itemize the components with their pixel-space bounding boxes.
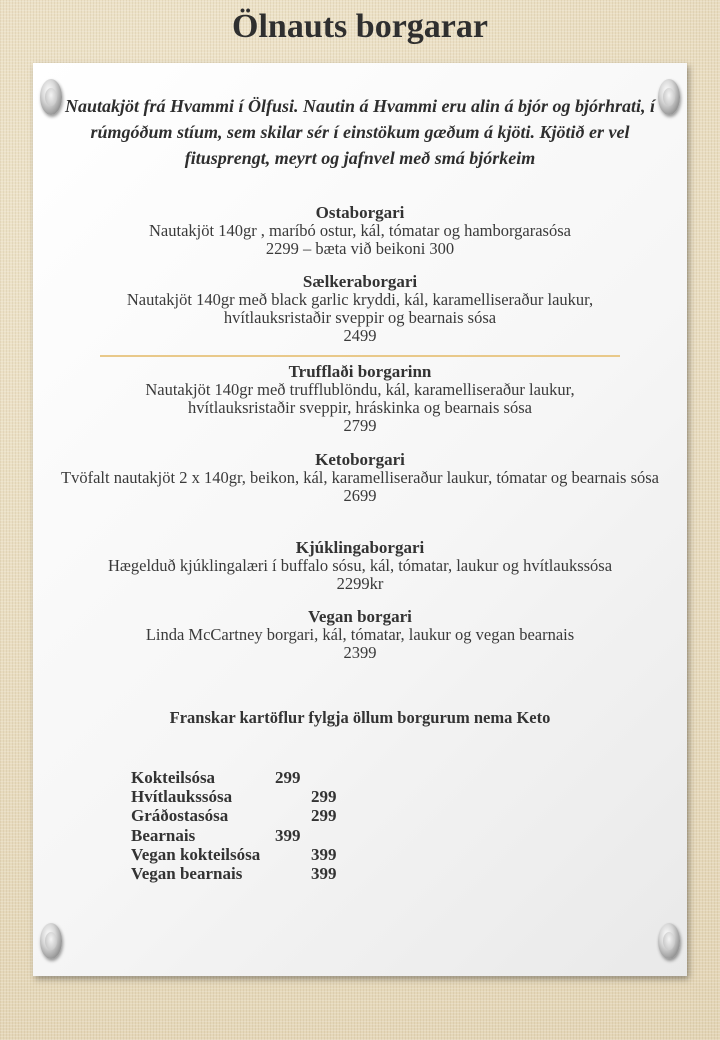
menu-item-name: Sælkeraborgari xyxy=(302,272,418,291)
sauce-price: 299 xyxy=(311,806,337,826)
menu-item-name: Ostaborgari xyxy=(315,203,405,222)
fries-note: Franskar kartöflur fylgja öllum borgurum nema Keto xyxy=(169,708,551,727)
section-divider xyxy=(100,355,620,357)
menu-item-name: Ketoborgari xyxy=(315,450,405,469)
menu-card xyxy=(33,63,687,976)
menu-item-truffladi-borgarinn xyxy=(53,363,667,435)
menu-item-description: Linda McCartney borgari, kál, tómatar, laukur og vegan bearnais xyxy=(145,625,575,644)
menu-item-price: 2699 xyxy=(343,486,377,505)
sauce-name: Kokteilsósa xyxy=(131,768,216,787)
menu-item-description: Hægelduð kjúklingalæri í buffalo sósu, kál, tómatar, laukur og hvítlaukssósa xyxy=(107,556,613,575)
sauce-price: 399 xyxy=(275,825,301,845)
sauce-price: 299 xyxy=(275,768,301,787)
menu-item-price: 2399 xyxy=(343,643,377,662)
menu-item-description: Nautakjöt 140gr með black garlic kryddi, kál, karamelliseraður laukur, hvítlauksristaðir sveppir og bearnais sósa xyxy=(126,290,594,327)
pushpin-icon xyxy=(658,923,680,959)
sauce-price: 399 xyxy=(311,863,337,883)
intro-text: Nautakjöt frá Hvammi í Ölfusi. Nautin á Hvammi eru alin á bjór og bjórhrati, í rúmgóðum stíum, sem skilar sér í einstökum gæðum á kjöti. Kjötið er vel fitusprengt, meyrt og jafnvel með smá bjórkeim xyxy=(64,96,656,168)
sauce-name: Vegan bearnais xyxy=(131,863,243,883)
menu-item-price: 2299kr xyxy=(336,574,384,593)
sauce-name: Hvítlaukssósa xyxy=(131,787,233,807)
menu-item-ostaborgari xyxy=(53,204,667,258)
menu-item-price: 2299 – bæta við beikoni 300 xyxy=(265,239,455,258)
page-title: Ölnauts borgarar xyxy=(232,8,488,45)
sauce-name: Gráðostasósa xyxy=(131,806,229,826)
sauce-price: 399 xyxy=(311,844,337,864)
menu-item-price: 2799 xyxy=(343,416,377,435)
menu-item-vegan-borgari xyxy=(53,608,667,662)
sauce-name: Vegan kokteilsósa xyxy=(131,844,261,864)
menu-item-price: 2499 xyxy=(343,326,377,345)
pushpin-icon xyxy=(40,923,62,959)
menu-item-name: Trufflaði borgarinn xyxy=(288,362,432,381)
menu-item-saelkeraborgari xyxy=(53,273,667,345)
menu-item-description: Nautakjöt 140gr með trufflublöndu, kál, karamelliseraður laukur, hvítlauksristaðir sveppir, hráskinka og bearnais sósa xyxy=(145,380,575,417)
menu-item-kjuklingaborgari xyxy=(53,539,667,593)
menu-item-name: Kjúklingaborgari xyxy=(295,538,425,557)
menu-item-description: Nautakjöt 140gr , maríbó ostur, kál, tómatar og hamborgarasósa xyxy=(149,221,571,240)
sauce-price: 299 xyxy=(311,787,337,807)
menu-item-description: Tvöfalt nautakjöt 2 x 140gr, beikon, kál, karamelliseraður laukur, tómatar og bearnais sósa xyxy=(61,468,659,487)
menu-item-name: Vegan borgari xyxy=(308,607,412,626)
menu-item-ketoborgari xyxy=(53,451,667,505)
sauce-name: Bearnais xyxy=(131,825,196,845)
